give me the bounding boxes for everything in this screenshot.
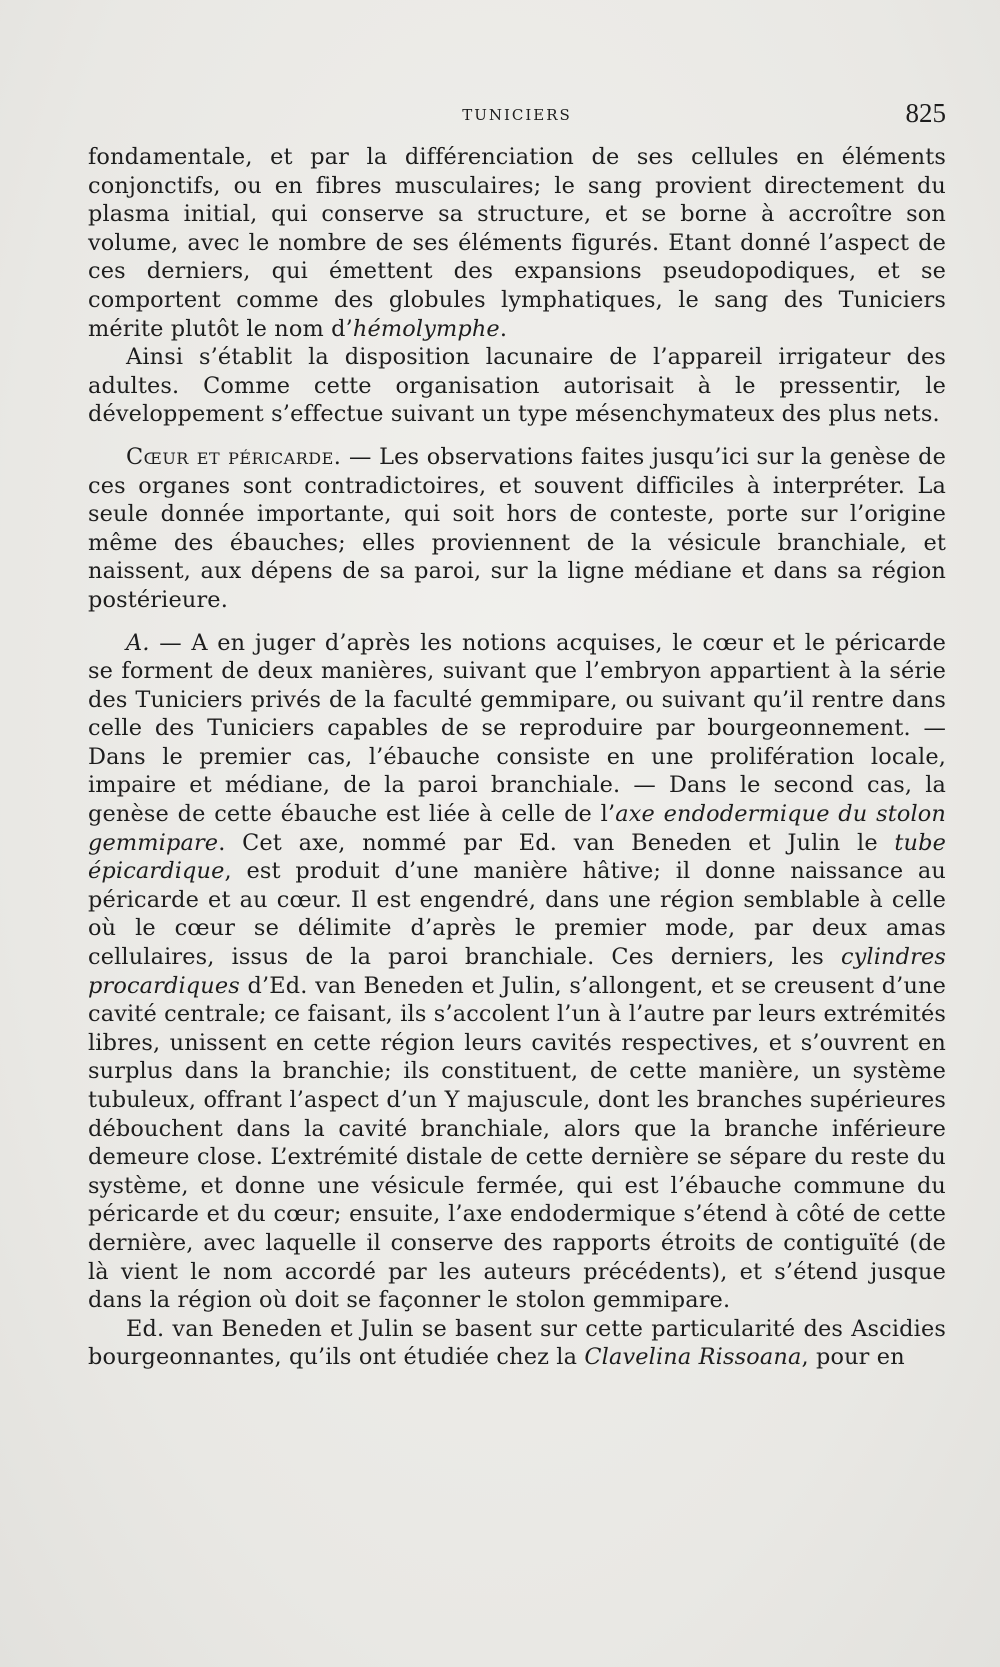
text-run: , est produit d’une manière hâtive; il donne naissance au péricarde et au cœur. Il est engendré, dans une région semblable à celle où le cœur se délimite d’après le premier mode, par deux amas cellulaires, issus de la paroi branchiale. Ces derniers, les — [88, 858, 946, 971]
paragraph-5 — [88, 1315, 946, 1372]
running-head: TUNICIERS — [462, 106, 572, 124]
text-run: Ed. van Beneden et Julin se basent sur cette particularité des Ascidies bourgeonnantes, qu’ils ont étudiée chez la — [88, 1315, 946, 1371]
section-heading: Cœur et péricarde. — [126, 443, 342, 470]
italic-term: axe endodermique du stolon gemmipare — [88, 801, 947, 856]
text-run: fondamentale, et par la différenciation de ses cellules en éléments conjonctifs, ou en fibres musculaires; le sang provient directement du plasma initial, qui conserve sa structure, et se borne à accroître son volume, avec le nombre de ses éléments figurés. Etant donné l’aspect de ces derniers, qui émettent des expansions pseudopodiques, et se comportent comme des globules lymphatiques, le sang des Tuniciers mérite plutôt le nom d’ — [88, 144, 946, 342]
italic-term: tube épicardique — [88, 829, 946, 885]
paragraph-4 — [88, 629, 946, 1315]
text-run: . — [499, 315, 508, 342]
page-header — [88, 98, 946, 134]
body-text — [88, 143, 946, 1372]
paragraph-1 — [88, 143, 946, 343]
text-run: — A en juger d’après les notions acquises, le cœur et le péricarde se forment de deux manières, suivant que l’embryon appartient à la série des Tuniciers privés de la faculté gemmipare, ou suivant qu’il rentre dans celle des Tuniciers capables de se reproduire par bourgeonnement. — Dans le premier cas, l’ébauche consiste en une prolifération locale, impaire et médiane, de la paroi branchiale. — Dans le second cas, la genèse de cette ébauche est liée à celle de l’ — [88, 629, 946, 828]
text-run: d’Ed. van Beneden et Julin, s’allongent, et se creusent d’une cavité centrale; ce faisant, ils s’accolent l’un à l’autre par leurs extrémités libres, unissent en cette région leurs cavités respectives, et s’ouvrent en surplus dans la branchie; ils constituent, de cette manière, un système tubuleux, offrant l’aspect d’un Y majuscule, dont les branches supérieures débouchent dans la cavité branchiale, alors que la branche inférieure demeure close. L’extrémité distale de cette dernière se sépare du reste du système, et donne une vésicule fermée, qui est l’ébauche commune du péricarde et du cœur; ensuite, l’axe endodermique s’étend à côté de cette dernière, avec laquelle il conserve des rapports étroits de contiguïté (de là vient le nom accordé par les auteurs précédents), et s’étend jusque dans la région où doit se façonner le stolon gemmipare. — [88, 972, 946, 1314]
italic-species-name: Clavelina Rissoana — [584, 1344, 802, 1371]
page-number: 825 — [905, 98, 946, 128]
text-run: , pour en — [801, 1344, 905, 1371]
text-run: Ainsi s’établit la disposition lacunaire de l’appareil irrigateur des adultes. Comme cette organisation autorisait à le pressentir, le développement s’effectue suivant un type mésenchymateux des plus nets. — [88, 344, 946, 428]
italic-term: cylindres procardiques — [88, 944, 946, 999]
subsection-letter: A. — [126, 629, 150, 656]
paragraph-2 — [88, 343, 946, 429]
paragraph-3 — [88, 443, 946, 615]
text-run: . Cet axe, nommé par Ed. van Beneden et Julin le — [218, 829, 895, 856]
text-run: — Les observations faites jusqu’ici sur la genèse de ces organes sont contradictoires, et souvent difficiles à interpréter. La seule donnée importante, qui soit hors de conteste, porte sur l’origine même des ébauches; elles proviennent de la vésicule branchiale, et naissent, aux dépens de sa paroi, sur la ligne médiane et dans sa région postérieure. — [88, 443, 946, 613]
italic-term: hémolymphe — [352, 315, 500, 342]
